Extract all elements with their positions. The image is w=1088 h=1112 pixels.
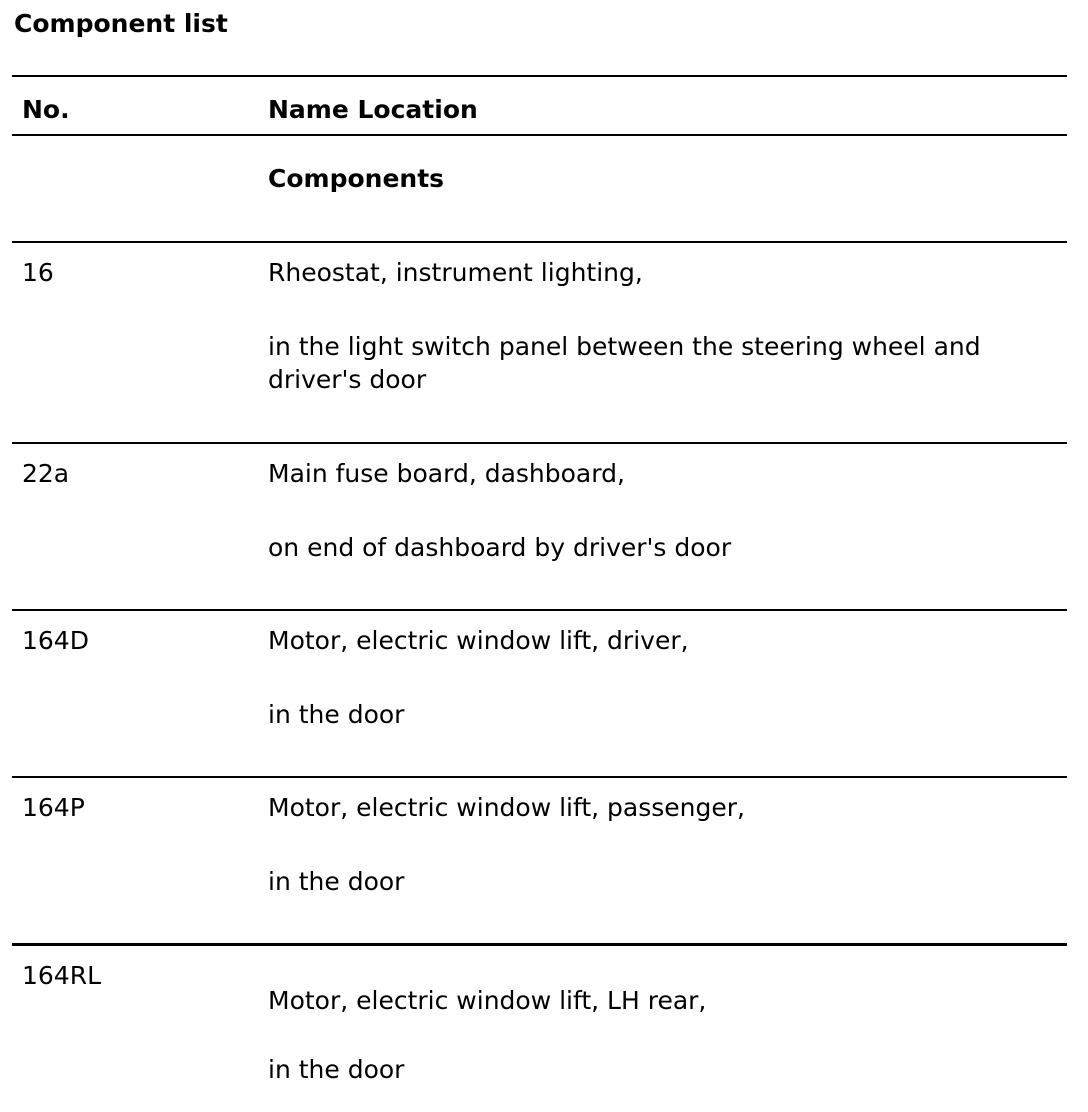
row-divider [12, 943, 1067, 946]
row-divider [12, 241, 1067, 243]
row-location: in the door [268, 1055, 405, 1084]
row-divider [12, 776, 1067, 778]
header-rule [12, 134, 1067, 136]
header-name-location: Name Location [268, 95, 478, 124]
row-name: Main fuse board, dashboard, [268, 459, 625, 488]
page-title: Component list [14, 9, 228, 38]
row-no: 164D [22, 626, 89, 655]
header-no: No. [22, 95, 70, 124]
row-location: in the door [268, 700, 405, 729]
row-no: 16 [22, 258, 54, 287]
row-name: Rheostat, instrument lighting, [268, 258, 643, 287]
row-name: Motor, electric window lift, driver, [268, 626, 689, 655]
row-location: in the light switch panel between the steering wheel and driver's door [268, 332, 981, 394]
row-name: Motor, electric window lift, passenger, [268, 793, 745, 822]
row-name: Motor, electric window lift, LH rear, [268, 986, 707, 1015]
header-components: Components [268, 164, 445, 193]
row-divider [12, 609, 1067, 611]
row-no: 164RL [22, 961, 102, 990]
row-location: in the door [268, 867, 405, 896]
row-no: 164P [22, 793, 85, 822]
row-divider [12, 442, 1067, 444]
row-no: 22a [22, 459, 70, 488]
table-top-rule [12, 75, 1067, 77]
row-location: on end of dashboard by driver's door [268, 533, 732, 562]
